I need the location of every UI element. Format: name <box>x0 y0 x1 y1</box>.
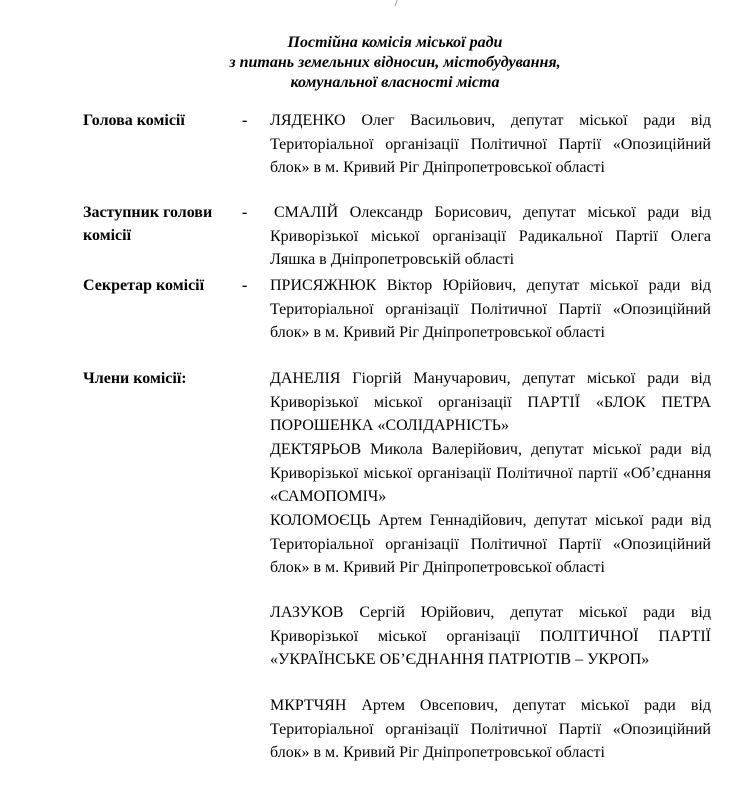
role-label: Секретар комісії <box>83 277 205 294</box>
role-dash: - <box>242 204 248 221</box>
member-item: ЛАЗУКОВ Сергій Юрійович, депутат міської ради від Криворізької міської організації ПОЛІТИЧНОЇ ПАРТІЇ «УКРАЇНСЬКЕ ОБ’ЄДНАННЯ ПАТРІОТІВ – УКРОП» <box>270 604 711 668</box>
role-dash: - <box>242 112 248 129</box>
member-item: МКРТЧЯН Артем Овсепович, депутат міської ради від Територіальної організації Політичної Партії «Опозиційний блок» в м. Кривий Ріг Дніпропетровської області <box>270 697 711 761</box>
member-item: ДАНЕЛІЯ Гіоргій Манучарович, депутат міської ради від Криворізької міської організації ПАРТІЇ «БЛОК ПЕТРА ПОРОШЕНКА «СОЛІДАРНІСТЬ» <box>270 370 711 434</box>
member-description: ПРИСЯЖНЮК Віктор Юрійович, депутат міської ради від Територіальної організації Політичної Партії «Опозиційний блок» в м. Кривий Ріг Дніпропетровської області <box>270 277 711 341</box>
member-description: СМАЛІЙ Олександр Борисович, депутат міської ради від Криворізької міської організації Радикальної Партії Олега Ляшка в Дніпропетровській області <box>270 204 711 268</box>
commission-title-line-2: з питань земельних відносин, містобудування, <box>229 54 561 71</box>
commission-title <box>160 33 630 93</box>
member-item: КОЛОМОЄЦЬ Артем Геннадійович, депутат міської ради від Територіальної організації Політичної Партії «Опозиційний блок» в м. Кривий Ріг Дніпропетровської області <box>270 512 711 576</box>
role-label: Голова комісії <box>83 112 185 129</box>
member-description: ЛЯДЕНКО Олег Васильович, депутат міської ради від Територіальної організації Політичної Партії «Опозиційний блок» в м. Кривий Ріг Дніпропетровської області <box>270 112 711 176</box>
commission-title-line-1: Постійна комісія міської ради <box>287 34 503 51</box>
page-edge-mark <box>389 0 399 6</box>
role-label: Заступник голови комісії <box>83 204 213 244</box>
members-role-label: Члени комісії: <box>83 370 187 387</box>
role-dash: - <box>242 277 248 294</box>
member-item: ДЕКТЯРЬОВ Микола Валерійович, депутат міської ради від Криворізької міської організації Політичної партії «Об’єднання «САМОПОМІЧ» <box>270 441 711 505</box>
commission-title-line-3: комунальної власності міста <box>290 74 500 91</box>
